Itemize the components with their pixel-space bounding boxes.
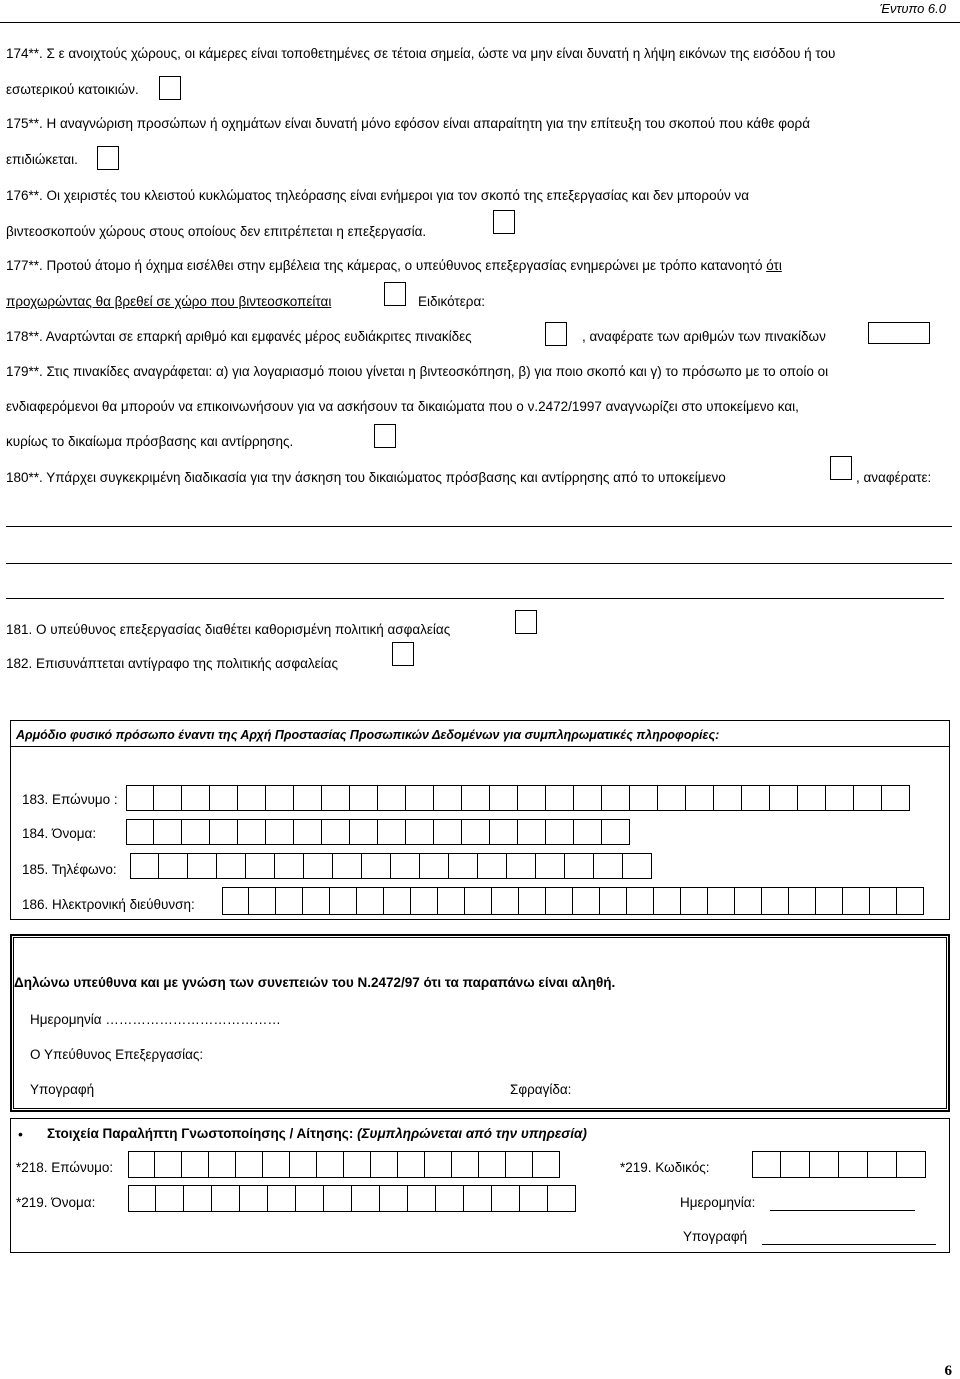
q180-text-b: , αναφέρατε:: [856, 470, 932, 485]
recipient-signature-label: Υπογραφή: [683, 1229, 748, 1244]
page-number: 6: [944, 1363, 952, 1379]
q174-text-line1: 174**. Σ ε ανοιχτούς χώρους, οι κάμερες είναι τοποθετημένες σε τέτοια σημεία, ώστε να μην είναι δυνατή η λήψη εικόνων της εισόδου ή του: [6, 46, 836, 61]
recipient-date-label: Ημερομηνία:: [680, 1195, 756, 1210]
q179-text-line3: κυρίως το δικαίωμα πρόσβασης και αντίρρησης.: [6, 434, 294, 449]
q182-text: 182. Επισυνάπτεται αντίγραφο της πολιτικής ασφαλείας: [6, 656, 338, 671]
q182-checkbox[interactable]: [392, 642, 414, 666]
declaration-statement: Δηλώνω υπεύθυνα και με γνώση των συνεπειών του Ν.2472/97 ότι τα παραπάνω είναι αληθή.: [14, 975, 616, 990]
q177-text-line1: [6, 258, 782, 274]
recipient-signature-line[interactable]: [762, 1244, 936, 1245]
q180-answer-line-1[interactable]: [6, 526, 952, 527]
contact-name-cells[interactable]: [126, 819, 630, 845]
q177-text-line1-b: ότι: [766, 258, 782, 273]
header-rule: [0, 22, 960, 23]
contact-heading: Αρμόδιο φυσικό πρόσωπο έναντι της Αρχή Προστασίας Προσωπικών Δεδομένων για συμπληρωματικές πληροφορίες:: [16, 728, 720, 742]
q181-text: 181. Ο υπεύθυνος επεξεργασίας διαθέτει καθορισμένη πολιτική ασφαλείας: [6, 622, 451, 637]
q180-checkbox[interactable]: [830, 456, 852, 480]
recipient-surname-label: *218. Επώνυμο:: [16, 1160, 114, 1175]
q176-text-line2: βιντεοσκοπούν χώρους στους οποίους δεν επιτρέπεται η επεξεργασία.: [6, 224, 427, 239]
q181-checkbox[interactable]: [515, 610, 537, 634]
declaration-signature-label: Υπογραφή: [30, 1082, 95, 1097]
q178-text-a: 178**. Αναρτώνται σε επαρκή αριθμό και εμφανές μέρος ευδιάκριτες πινακίδες: [6, 329, 472, 344]
declaration-controller: Ο Υπεύθυνος Επεξεργασίας:: [30, 1047, 204, 1062]
q174-checkbox[interactable]: [159, 76, 181, 100]
q180-answer-line-2[interactable]: [6, 563, 952, 564]
q179-text-line1: 179**. Στις πινακίδες αναγράφεται: α) για λογαριασμό ποιου γίνεται η βιντεοσκόπηση, β) για ποιο σκοπό και γ) το πρόσωπο με το οποίο οι: [6, 364, 829, 379]
contact-phone-label: 185. Τηλέφωνο:: [22, 862, 117, 877]
q177-text-line2: προχωρώντας θα βρεθεί σε χώρο που βιντεοσκοπείται: [6, 294, 332, 309]
q175-checkbox[interactable]: [97, 146, 119, 170]
recipient-code-cells[interactable]: [752, 1151, 926, 1178]
contact-email-label: 186. Ηλεκτρονική διεύθυνση:: [22, 897, 195, 912]
q180-answer-line-3[interactable]: [6, 598, 944, 599]
recipient-code-label: *219. Κωδικός:: [620, 1160, 710, 1175]
contact-surname-label: 183. Επώνυμο :: [22, 792, 118, 807]
q177-checkbox[interactable]: [384, 282, 406, 306]
q174-text-line2: εσωτερικού κατοικιών.: [6, 82, 139, 97]
q176-text-line1: 176**. Οι χειριστές του κλειστού κυκλώματος τηλεόρασης είναι ενήμεροι για τον σκοπό της επεξεργασίας και δεν μπορούν να: [6, 188, 750, 203]
recipient-date-line[interactable]: [770, 1210, 915, 1211]
recipient-name-cells[interactable]: [128, 1185, 576, 1212]
contact-heading-rule: [10, 746, 950, 747]
declaration-stamp-label: Σφραγίδα:: [510, 1082, 572, 1097]
declaration-date[interactable]: Ημερομηνία …………………………………: [30, 1012, 281, 1027]
contact-email-cells[interactable]: [222, 887, 924, 915]
q178-checkbox[interactable]: [545, 322, 567, 346]
form-label: Έντυπο 6.0: [879, 1, 946, 16]
contact-phone-cells[interactable]: [130, 853, 652, 879]
q179-text-line2: ενδιαφερόμενοι θα μπορούν να επικοινωνήσουν για να ασκήσουν τα δικαιώματα που ο ν.2472/1997 αναγνωρίζει στο υποκείμενο και,: [6, 399, 799, 414]
recipient-bullet: •: [18, 1126, 23, 1142]
q178-text-b: , αναφέρατε των αριθμών των πινακίδων: [582, 329, 826, 344]
recipient-heading-main: Στοιχεία Παραλήπτη Γνωστοποίησης / Αίτησης:: [47, 1126, 358, 1141]
contact-name-label: 184. Όνομα:: [22, 826, 97, 841]
contact-surname-cells[interactable]: [126, 785, 910, 811]
q180-text-a: 180**. Υπάρχει συγκεκριμένη διαδικασία για την άσκηση του δικαιώματος πρόσβασης και αντίρρησης από το υποκείμενο: [6, 470, 726, 485]
recipient-heading: [47, 1126, 587, 1142]
q175-text-line2: επιδιώκεται.: [6, 152, 78, 167]
q176-checkbox[interactable]: [493, 210, 515, 234]
q179-checkbox[interactable]: [374, 424, 396, 448]
q177-text-line1-a: 177**. Προτού άτομο ή όχημα εισέλθει στην εμβέλεια της κάμερας, ο υπεύθυνος επεξεργασίας ενημερώνει με τρόπο κατανοητό: [6, 258, 767, 273]
q175-text-line1: 175**. Η αναγνώριση προσώπων ή οχημάτων είναι δυνατή μόνο εφόσον είναι απαραίτητη για την επίτευξη του σκοπού που κάθε φορά: [6, 116, 811, 131]
recipient-surname-cells[interactable]: [128, 1151, 560, 1178]
q177-detail-label: Ειδικότερα:: [418, 294, 486, 309]
recipient-name-label: *219. Όνομα:: [16, 1195, 96, 1210]
q178-signs-count-field[interactable]: [868, 322, 930, 344]
recipient-heading-note: (Συμπληρώνεται από την υπηρεσία): [357, 1126, 587, 1141]
